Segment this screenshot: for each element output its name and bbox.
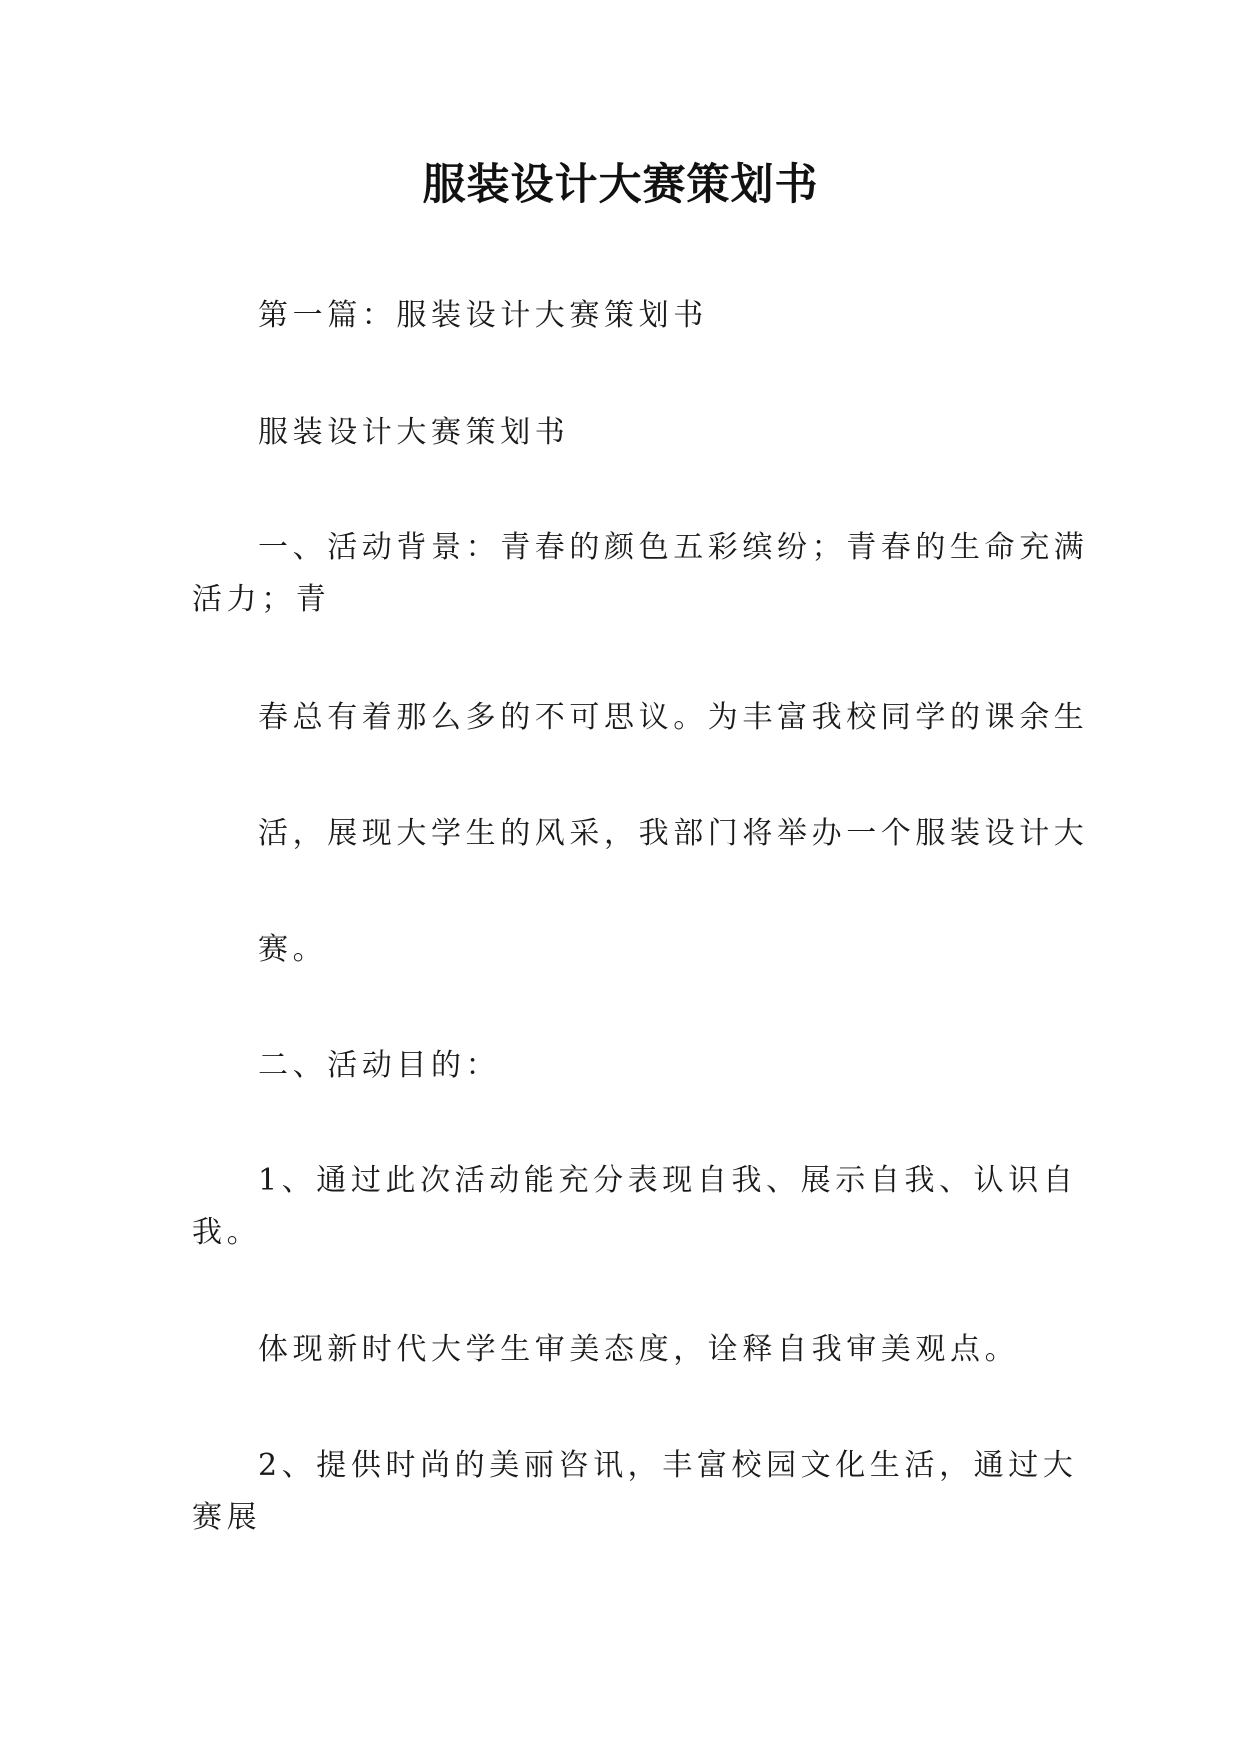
paragraph-6: [192, 924, 1052, 976]
paragraph-8: [192, 1155, 1078, 1259]
paragraph-line: 我。: [192, 1215, 262, 1250]
paragraph-line: 赛展: [192, 1500, 262, 1535]
paragraph-line: 春总有着那么多的不可思议。为丰富我校同学的课余生: [258, 700, 1089, 735]
paragraph-9: [192, 1324, 1052, 1376]
paragraph-2: [192, 407, 1052, 459]
paragraph-3: [192, 522, 1089, 626]
paragraph-line: 二、活动目的：: [258, 1048, 501, 1083]
paragraph-line: 活，展现大学生的风采，我部门将举办一个服装设计大: [258, 816, 1089, 851]
paragraph-line: 1、通过此次活动能充分表现自我、展示自我、认识自: [258, 1163, 1078, 1198]
document-title: 服装设计大赛策划书: [422, 160, 819, 210]
paragraph-line: 服装设计大赛策划书: [258, 415, 570, 450]
paragraph-line: 赛。: [258, 932, 328, 967]
paragraph-line: 一、活动背景：青春的颜色五彩缤纷；青春的生命充满: [258, 530, 1089, 565]
paragraph-10: [192, 1440, 1078, 1544]
paragraph-line: 第一篇：服装设计大赛策划书: [258, 298, 708, 333]
paragraph-1: [192, 290, 1052, 342]
paragraph-5: [192, 808, 1089, 860]
paragraph-line: 2、提供时尚的美丽咨讯，丰富校园文化生活，通过大: [258, 1448, 1078, 1483]
paragraph-7: [192, 1040, 1052, 1092]
paragraph-line: 活力；青: [192, 582, 331, 617]
paragraph-line: 体现新时代大学生审美态度，诠释自我审美观点。: [258, 1332, 1020, 1367]
paragraph-4: [192, 692, 1089, 744]
